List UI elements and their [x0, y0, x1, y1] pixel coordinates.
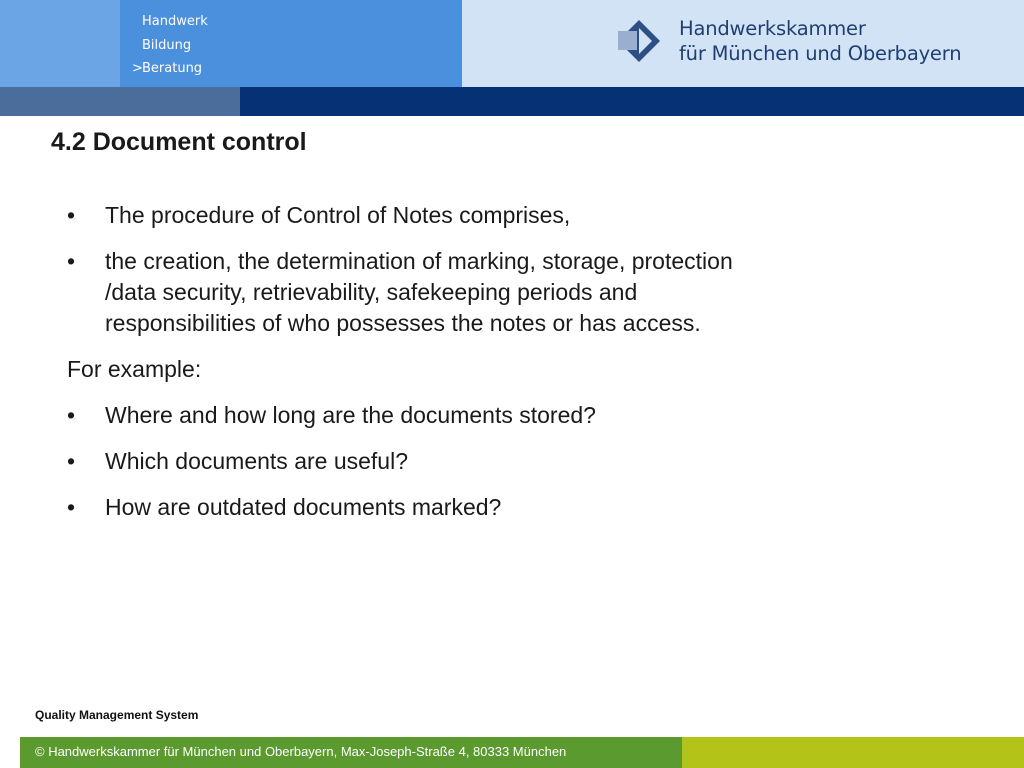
nav-item-label: Beratung: [142, 61, 203, 76]
header-light-block: [0, 0, 120, 87]
nav-item-beratung[interactable]: [131, 57, 208, 81]
bullet-text: Which documents are useful?: [105, 448, 408, 474]
bullet-text: How are outdated documents marked?: [105, 494, 502, 520]
header-bar-left: [0, 87, 240, 116]
bullet-text: The procedure of Control of Notes comprises,: [105, 202, 571, 228]
bullet-marker: •: [67, 494, 76, 520]
hwk-logo-icon: [617, 19, 661, 63]
bullet-item: [67, 246, 787, 339]
chevron-right-icon: >: [132, 61, 143, 76]
bullet-item: [67, 200, 787, 231]
logo-line-1: Handwerkskammer: [679, 17, 866, 40]
bullet-text: the creation, the determination of marking, storage, protection /data security, retrievability, safekeeping periods and responsibilities of who possesses the notes or has access.: [105, 248, 733, 336]
bullet-marker: •: [67, 402, 76, 428]
bullet-item: [67, 446, 787, 477]
logo-wordmark: [679, 16, 961, 66]
footer-label: Quality Management System: [35, 708, 199, 722]
slide-body: [67, 200, 787, 538]
bullet-marker: •: [67, 248, 76, 274]
bullet-item: [67, 492, 787, 523]
footer-address: © Handwerkskammer für München und Oberbayern, Max-Joseph-Straße 4, 80333 München: [35, 744, 567, 759]
nav-item-handwerk[interactable]: [131, 10, 208, 34]
header-nav: [131, 10, 208, 81]
footer-bar-lime: [682, 737, 1024, 768]
body-paragraph: For example:: [67, 356, 202, 382]
nav-item-label: Handwerk: [142, 14, 208, 29]
bullet-item: [67, 400, 787, 431]
header-bar-right: [240, 87, 1024, 116]
page-title: 4.2 Document control: [51, 128, 307, 156]
bullet-marker: •: [67, 448, 76, 474]
nav-item-label: Bildung: [142, 37, 192, 53]
logo-line-2: für München und Oberbayern: [679, 42, 962, 65]
bullet-text: Where and how long are the documents stored?: [105, 402, 596, 428]
bullet-marker: •: [67, 202, 76, 228]
nav-item-bildung[interactable]: [131, 34, 208, 58]
